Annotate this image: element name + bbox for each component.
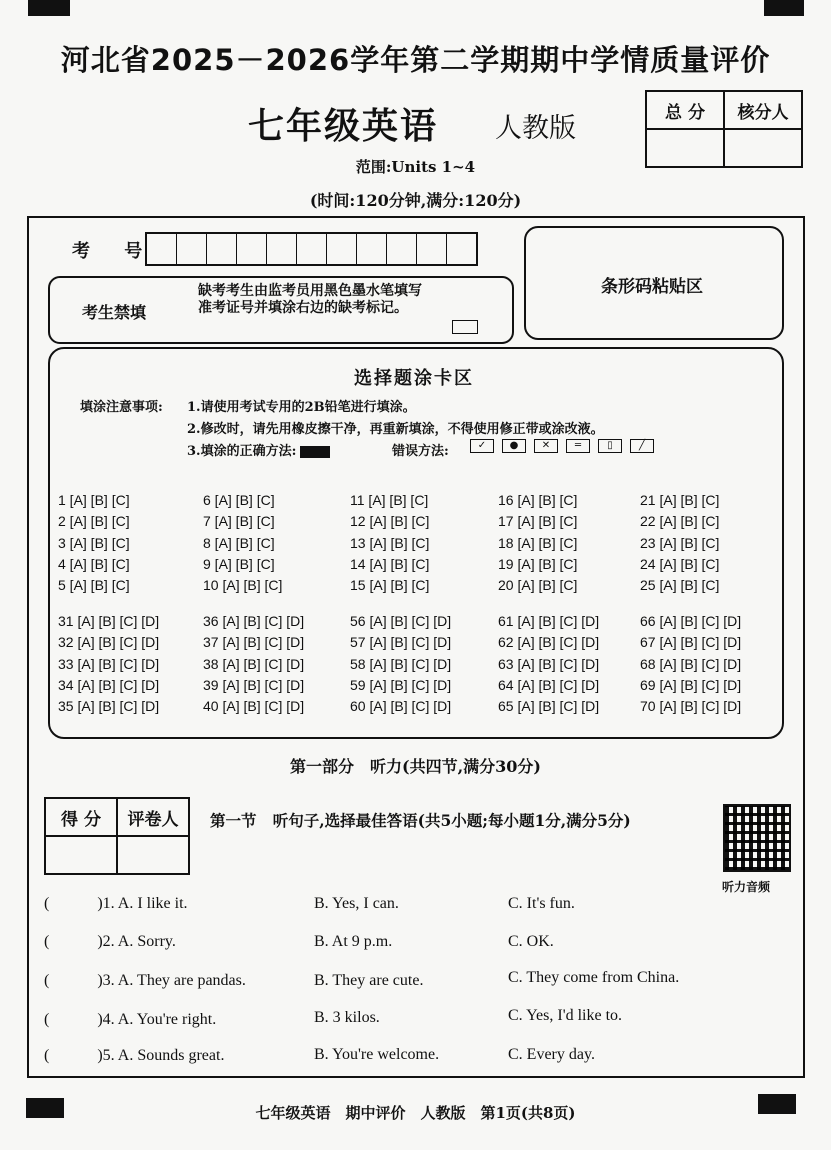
question-1 — [44, 895, 188, 913]
bar-mark-icon: ▯ — [598, 439, 622, 453]
score-table — [645, 90, 803, 168]
question-number: )4. — [97, 1011, 115, 1028]
note-3 — [187, 440, 330, 459]
answer-row[interactable]: 38 [A] [B] [C] [D] — [203, 655, 305, 672]
answer-column-7 — [203, 611, 304, 717]
answer-row[interactable]: 31 [A] [B] [C] [D] — [58, 613, 160, 629]
answer-row[interactable]: 63 [A] [B] [C] [D] — [498, 655, 600, 672]
answer-row[interactable]: 62 [A] [B] [C] [D] — [498, 634, 600, 651]
answer-row[interactable]: 13 [A] [B] [C] — [350, 534, 430, 551]
option-b: B. They are cute. — [314, 972, 424, 989]
edition-label: 人教版 — [495, 113, 576, 144]
exam-title: 河北省2025－2026学年第二学期期中学情质量评价 — [60, 43, 771, 77]
question-number: )5. — [97, 1047, 115, 1064]
answer-column-5 — [640, 490, 719, 596]
answer-row[interactable]: 6 [A] [B] [C] — [203, 492, 275, 508]
option-c: C. OK. — [508, 933, 554, 950]
answer-row[interactable]: 70 [A] [B] [C] [D] — [640, 698, 742, 715]
option-a: A. You're right. — [117, 1011, 217, 1028]
question-3 — [44, 972, 246, 990]
corner-mark-top-left — [28, 0, 70, 16]
answer-row[interactable]: 67 [A] [B] [C] [D] — [640, 634, 742, 651]
answer-row[interactable]: 59 [A] [B] [C] [D] — [350, 676, 452, 693]
exam-number-label: 考 号 — [72, 241, 157, 262]
answer-row[interactable]: 60 [A] [B] [C] [D] — [350, 698, 452, 715]
option-a: A. They are pandas. — [117, 972, 246, 989]
answer-row[interactable]: 40 [A] [B] [C] [D] — [203, 698, 305, 715]
answer-column-6 — [58, 611, 159, 717]
note-3-text: 3.填涂的正确方法: — [187, 444, 297, 459]
answer-row[interactable]: 14 [A] [B] [C] — [350, 555, 430, 572]
checker-cell[interactable] — [724, 129, 802, 167]
answer-row[interactable]: 23 [A] [B] [C] — [640, 534, 720, 551]
cross-mark-icon: ✕ — [534, 439, 558, 453]
answer-row[interactable]: 20 [A] [B] [C] — [498, 577, 578, 594]
score-header: 得 分 — [45, 798, 117, 836]
answer-row[interactable]: 7 [A] [B] [C] — [203, 513, 275, 530]
line-mark-icon: ═ — [566, 439, 590, 453]
answer-row[interactable]: 56 [A] [B] [C] [D] — [350, 613, 452, 629]
answer-column-4 — [498, 490, 577, 596]
option-a: A. I like it. — [117, 895, 188, 912]
question-2 — [44, 933, 176, 951]
answer-row[interactable]: 35 [A] [B] [C] [D] — [58, 698, 160, 715]
answer-bracket[interactable]: ( — [44, 933, 50, 950]
answer-column-8 — [350, 611, 451, 717]
note-1: 1.请使用考试专用的2B铅笔进行填涂。 — [187, 400, 416, 415]
answer-row[interactable]: 65 [A] [B] [C] [D] — [498, 698, 600, 715]
answer-row[interactable]: 18 [A] [B] [C] — [498, 534, 578, 551]
answer-row[interactable]: 64 [A] [B] [C] [D] — [498, 676, 600, 693]
absent-mark-box[interactable] — [452, 320, 478, 334]
answer-row[interactable]: 1 [A] [B] [C] — [58, 492, 130, 508]
part1-heading: 第一部分 听力(共四节,满分30分) — [290, 757, 541, 776]
grader-cell[interactable] — [117, 836, 189, 874]
question-4 — [44, 1011, 216, 1029]
answer-row[interactable]: 68 [A] [B] [C] [D] — [640, 655, 742, 672]
answer-row[interactable]: 33 [A] [B] [C] [D] — [58, 655, 160, 672]
wrong-method-label: 错误方法: — [392, 444, 449, 459]
qr-label: 听力音频 — [722, 880, 771, 894]
answer-row[interactable]: 3 [A] [B] [C] — [58, 534, 130, 551]
answer-row[interactable]: 19 [A] [B] [C] — [498, 555, 578, 572]
answer-row[interactable]: 39 [A] [B] [C] [D] — [203, 676, 305, 693]
qr-code-icon[interactable] — [723, 804, 791, 872]
answer-row[interactable]: 9 [A] [B] [C] — [203, 555, 275, 572]
answer-row[interactable]: 36 [A] [B] [C] [D] — [203, 613, 305, 629]
scope-label: 范围:Units 1~4 — [355, 158, 476, 176]
answer-row[interactable]: 8 [A] [B] [C] — [203, 534, 275, 551]
option-c: C. Every day. — [508, 1046, 595, 1063]
dot-mark-icon: ● — [502, 439, 526, 453]
exam-number-boxes[interactable] — [145, 232, 478, 266]
answer-column-10 — [640, 611, 741, 717]
grader-table — [44, 797, 190, 875]
option-a: A. Sounds great. — [117, 1047, 225, 1064]
forbid-text: 缺考考生由监考员用黑色墨水笔填写准考证号并填涂右边的缺考标记。 — [198, 283, 422, 316]
option-b: B. At 9 p.m. — [314, 933, 393, 950]
answer-bracket[interactable]: ( — [44, 972, 50, 989]
subject-title: 七年级英语 — [248, 106, 439, 147]
answer-row[interactable]: 34 [A] [B] [C] [D] — [58, 676, 160, 693]
option-b: B. Yes, I can. — [314, 895, 399, 912]
note-2: 2.修改时，请先用橡皮擦干净，再重新填涂，不得使用修正带或涂改液。 — [187, 422, 604, 437]
answer-row[interactable]: 10 [A] [B] [C] — [203, 577, 283, 594]
choice-area-title: 选择题涂卡区 — [354, 368, 474, 389]
option-c: C. It's fun. — [508, 895, 575, 912]
slash-mark-icon: ╱ — [630, 439, 654, 453]
question-number: )1. — [97, 895, 115, 912]
answer-bracket[interactable]: ( — [44, 895, 50, 912]
answer-row[interactable]: 17 [A] [B] [C] — [498, 513, 578, 530]
check-mark-icon: ✓ — [470, 439, 494, 453]
grader-header: 评卷人 — [117, 798, 189, 836]
answer-row[interactable]: 21 [A] [B] [C] — [640, 492, 720, 508]
section1-instructions — [210, 804, 722, 838]
question-number: )3. — [97, 972, 115, 989]
answer-row[interactable]: 57 [A] [B] [C] [D] — [350, 634, 452, 651]
option-c: C. Yes, I'd like to. — [508, 1007, 623, 1024]
barcode-label: 条形码粘贴区 — [601, 277, 703, 297]
answer-row[interactable]: 16 [A] [B] [C] — [498, 492, 578, 508]
answer-column-2 — [203, 490, 282, 596]
answer-row[interactable]: 58 [A] [B] [C] [D] — [350, 655, 452, 672]
answer-row[interactable]: 22 [A] [B] [C] — [640, 513, 720, 530]
score-cell[interactable] — [45, 836, 117, 874]
question-5 — [44, 1047, 224, 1065]
answer-bracket[interactable]: ( — [44, 1047, 50, 1064]
answer-row[interactable]: 15 [A] [B] [C] — [350, 577, 430, 594]
option-b: B. 3 kilos. — [314, 1009, 380, 1026]
answer-row[interactable]: 2 [A] [B] [C] — [58, 513, 130, 530]
total-score-cell[interactable] — [646, 129, 724, 167]
answer-row[interactable]: 4 [A] [B] [C] — [58, 555, 130, 572]
option-a: A. Sorry. — [117, 933, 176, 950]
answer-row[interactable]: 37 [A] [B] [C] [D] — [203, 634, 305, 651]
answer-column-1 — [58, 490, 130, 596]
section1-text: 听句子,选择最佳答语(共5小题;每小题1分,满分5分) — [272, 811, 631, 830]
forbid-label: 考生禁填 — [82, 303, 147, 322]
page-footer: 七年级英语 期中评价 人教版 第1页(共8页) — [255, 1104, 576, 1122]
total-score-header: 总 分 — [646, 91, 724, 129]
time-score-label: (时间:120分钟,满分:120分) — [309, 191, 522, 210]
wrong-method-icons — [470, 439, 654, 453]
answer-row[interactable]: 5 [A] [B] [C] — [58, 577, 130, 594]
answer-row[interactable]: 24 [A] [B] [C] — [640, 555, 720, 572]
option-c: C. They come from China. — [508, 969, 680, 986]
corner-mark-top-right — [764, 0, 804, 16]
answer-row[interactable]: 69 [A] [B] [C] [D] — [640, 676, 742, 693]
answer-column-9 — [498, 611, 599, 717]
answer-row[interactable]: 32 [A] [B] [C] [D] — [58, 634, 160, 651]
answer-row[interactable]: 61 [A] [B] [C] [D] — [498, 613, 600, 629]
answer-row[interactable]: 66 [A] [B] [C] [D] — [640, 613, 742, 629]
note-label: 填涂注意事项: — [80, 400, 163, 415]
answer-row[interactable]: 25 [A] [B] [C] — [640, 577, 720, 594]
answer-row[interactable]: 12 [A] [B] [C] — [350, 513, 430, 530]
option-b: B. You're welcome. — [314, 1046, 440, 1063]
correct-fill-example-icon — [300, 446, 330, 458]
answer-row[interactable]: 11 [A] [B] [C] — [350, 492, 429, 508]
answer-bracket[interactable]: ( — [44, 1011, 50, 1028]
checker-header: 核分人 — [724, 91, 802, 129]
question-number: )2. — [97, 933, 115, 950]
section1-label: 第一节 — [210, 811, 257, 830]
answer-column-3 — [350, 490, 429, 596]
